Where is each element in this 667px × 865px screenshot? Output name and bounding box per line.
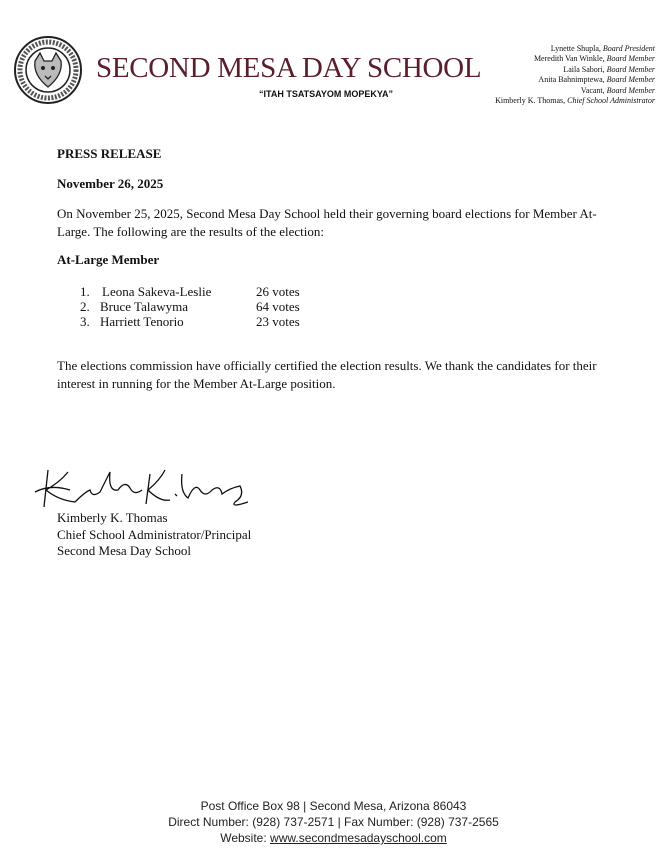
footer-website-line: Website: www.secondmesadayschool.com: [220, 831, 447, 845]
footer-contact: [0, 798, 667, 846]
result-row: 1. Leona Sakeva-Leslie 26 votes: [80, 284, 300, 299]
school-seal-logo: [13, 35, 83, 105]
signer-organization: Second Mesa Day School: [57, 543, 191, 558]
handwritten-signature: [30, 462, 260, 512]
election-results: [80, 284, 300, 329]
result-row: 2. Bruce Talawyma 64 votes: [80, 299, 300, 314]
signature-block: [57, 510, 251, 560]
school-motto: “ITAH TSATSAYOM MOPEKYA”: [259, 89, 394, 99]
board-members-list: [495, 44, 655, 106]
section-heading: At-Large Member: [57, 252, 160, 267]
board-member: Vacant, Board Member: [580, 85, 655, 95]
board-member: Laila Sabori, Board Member: [563, 64, 655, 74]
board-member: Kimberly K. Thomas, Chief School Administrator: [495, 96, 655, 106]
board-member: Meredith Van Winkle, Board Member: [533, 54, 655, 64]
result-row: 3. Harriett Tenorio 23 votes: [80, 314, 300, 329]
website-link[interactable]: www.secondmesadayschool.com: [270, 831, 447, 845]
signer-name: Kimberly K. Thomas: [57, 510, 168, 525]
footer-phone: Direct Number: (928) 737-2571 | Fax Number: (928) 737-2565: [168, 815, 499, 829]
footer-address: Post Office Box 98 | Second Mesa, Arizona 86043: [200, 799, 467, 813]
intro-paragraph: On November 25, 2025, Second Mesa Day School held their governing board elections for Member At-Large. The following are the results of the election:: [57, 206, 597, 239]
school-name: SECOND MESA DAY SCHOOL: [96, 52, 482, 84]
release-date: November 26, 2025: [57, 176, 164, 191]
board-member: Anita Bahnimptewa, Board Member: [538, 75, 655, 85]
document-heading: PRESS RELEASE: [57, 146, 162, 161]
board-member: Lynette Shupla, Board President: [550, 44, 655, 53]
closing-paragraph: The elections commission have officially certified the election results. We thank the candidates for their interest in running for the Member At-Large position.: [57, 358, 597, 391]
signer-title: Chief School Administrator/Principal: [57, 526, 252, 542]
